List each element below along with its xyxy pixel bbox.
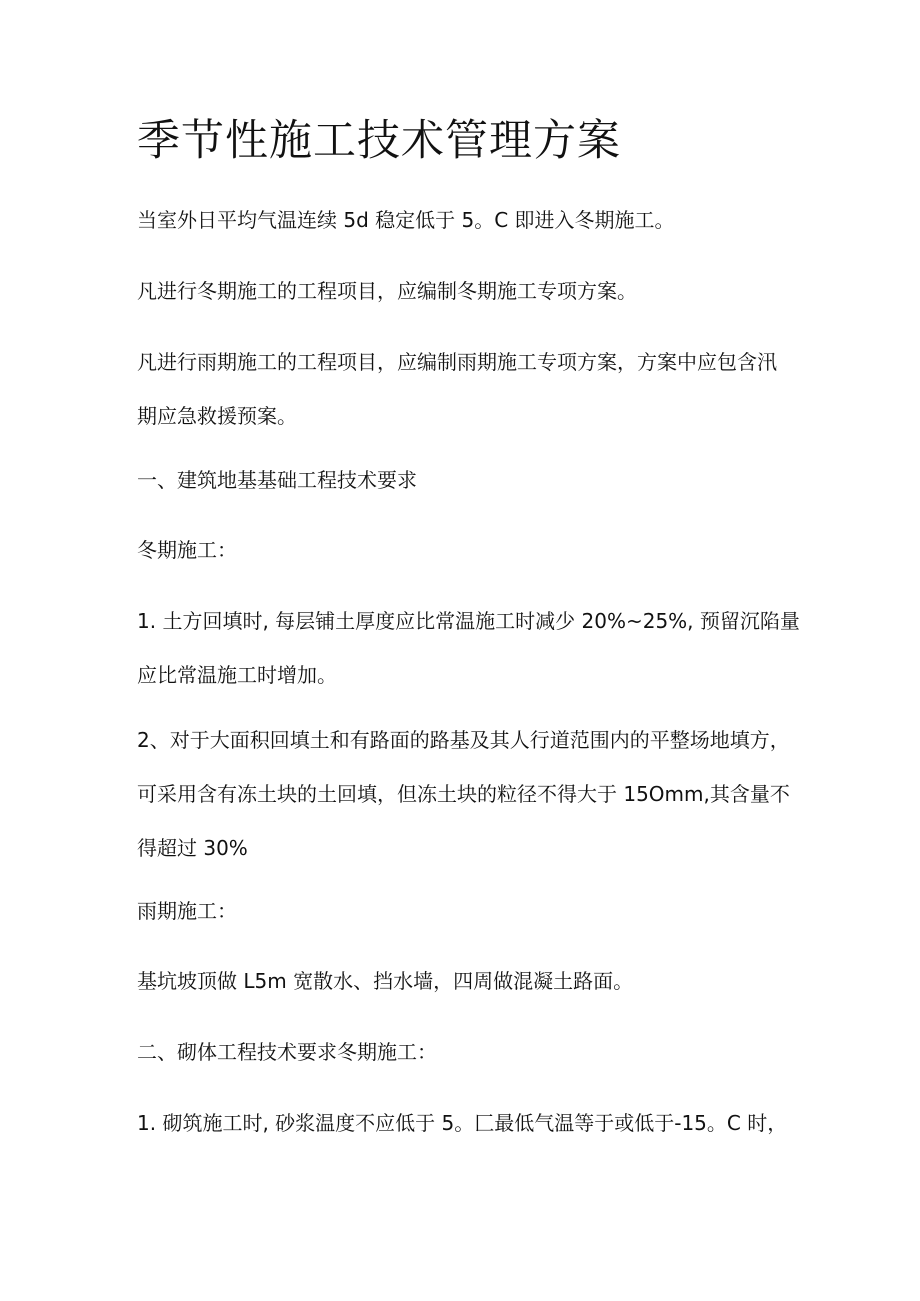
section-heading-text: 二、砌体工程技术要求冬期施工：: [137, 1040, 437, 1064]
paragraph-pit-drainage: [137, 954, 797, 1008]
paragraph-winter-plan-requirement: [137, 264, 797, 318]
paragraph-line: 1. 砌筑施工时, 砂浆温度不应低于 5。匚最低气温等于或低于-15。C 时，: [137, 1111, 788, 1135]
paragraph-rain-plan-requirement: [137, 335, 797, 443]
subheading-text: 冬期施工：: [137, 538, 237, 562]
section-heading-text: 一、建筑地基基础工程技术要求: [137, 468, 417, 492]
paragraph-line: 1. 土方回填时, 每层铺土厚度应比常温施工时减少 20%~25%, 预留沉陷量: [137, 609, 800, 633]
paragraph-line: 期应急救援预案。: [137, 404, 297, 428]
paragraph-line: 基坑坡顶做 L5m 宽散水、挡水墙，四周做混凝土路面。: [137, 969, 634, 993]
section-heading-foundation: [137, 453, 797, 507]
subheading-rain-construction: [137, 884, 797, 938]
paragraph-line: 凡进行雨期施工的工程项目，应编制雨期施工专项方案，方案中应包含汛: [137, 350, 777, 374]
paragraph-line: 可采用含有冻土块的土回填，但冻土块的粒径不得大于 15Omm,其含量不: [137, 782, 790, 806]
paragraph-line: 2、对于大面积回填土和有路面的路基及其人行道范围内的平整场地填方，: [137, 728, 790, 752]
paragraph-line: 凡进行冬期施工的工程项目，应编制冬期施工专项方案。: [137, 279, 637, 303]
paragraph-winter-start-condition: [137, 193, 797, 247]
paragraph-line: 当室外日平均气温连续 5d 稳定低于 5。C 即进入冬期施工。: [137, 208, 675, 232]
subheading-text: 雨期施工：: [137, 899, 237, 923]
document-title: 季节性施工技术管理方案: [137, 116, 621, 166]
paragraph-line: 应比常温施工时增加。: [137, 663, 337, 687]
paragraph-backfill-item-1: [137, 594, 800, 702]
paragraph-masonry-item-1: [137, 1096, 797, 1150]
paragraph-line: 得超过 30%: [137, 836, 248, 860]
paragraph-backfill-item-2: [137, 713, 797, 875]
section-heading-masonry: [137, 1025, 797, 1079]
subheading-winter-construction: [137, 523, 797, 577]
